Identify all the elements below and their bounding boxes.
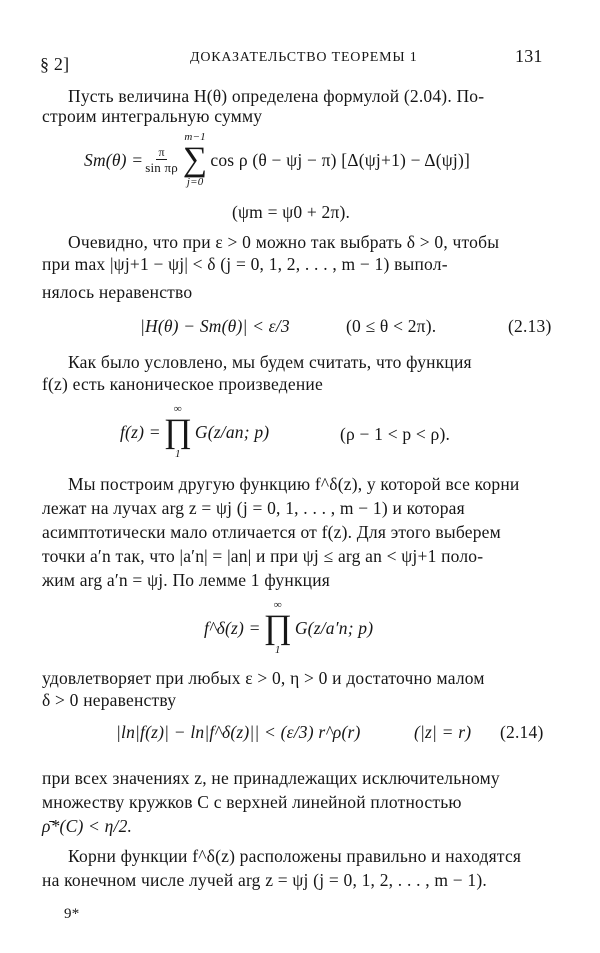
pi-product-icon: ∏ [263,609,292,646]
paragraph-4-line-5: жим arg a′n = ψj. По лемме 1 функция [42,570,331,590]
paragraph-2-line-2: при max |ψj+1 − ψj| < δ (j = 0, 1, 2, . . . , m − 1) выпол- [42,254,448,274]
modified-product-formula: f^δ(z) = ∞ ∏ 1 G(z/a′n; p) [204,599,374,656]
paragraph-4-line-1: Мы построим другую функцию f^δ(z), у которой все корни [68,474,520,494]
canonical-product-formula: f(z) = ∞ ∏ 1 G(z/an; p) [120,403,270,460]
section-marker: § 2] [40,54,70,74]
sum-fraction: $\frac{\pi}{\text{sin πρ}}$ [145,145,178,175]
equation-2-13: |H(θ) − Sm(θ)| < ε/3 [140,316,290,336]
paragraph-3-line-2: f(z) есть каноническое произведение [42,374,323,394]
sum-condition: (ψm = ψ0 + 2π). [232,202,351,222]
paragraph-4-line-2: лежат на лучах arg z = ψj (j = 0, 1, . . . , m − 1) и которая [42,498,465,518]
sigma-icon: ∑ [182,141,208,178]
equation-2-14-condition: (|z| = r) [414,722,472,742]
product-operator-2: ∞ ∏ 1 [263,599,292,656]
summation-operator: m−1 ∑ j=0 [182,131,208,188]
equation-2-14-label: (2.14) [500,722,544,742]
paragraph-1-line-2: строим интегральную сумму [42,106,263,126]
paragraph-5-line-1: удовлетворяет при любых ε > 0, η > 0 и достаточно малом [42,668,485,688]
pi-product-icon: ∏ [163,413,192,450]
paragraph-4-line-3: асимптотически мало отличается от f(z). Для этого выберем [42,522,501,542]
paragraph-6-line-1: при всех значениях z, не принадлежащих исключительному [42,768,500,788]
signature-mark: 9* [64,906,80,922]
equation-2-14: |ln|f(z)| − ln|f^δ(z)|| < (ε/3) r^ρ(r) [116,722,361,742]
paragraph-2-line-1: Очевидно, что при ε > 0 можно так выбрать δ > 0, чтобы [68,232,500,252]
paragraph-1-line-1: Пусть величина H(θ) определена формулой (2.04). По- [68,86,485,106]
paragraph-3-line-1: Как было условлено, мы будем считать, что функция [68,352,472,372]
product-operator: ∞ ∏ 1 [163,403,192,460]
equation-2-13-label: (2.13) [508,316,552,336]
product-condition: (ρ − 1 < p < ρ). [340,424,451,444]
paragraph-6-line-2: множеству кружков C с верхней линейной плотностью [42,792,462,812]
paragraph-5-line-2: δ > 0 неравенству [42,690,177,710]
equation-2-13-condition: (0 ≤ θ < 2π). [346,316,437,336]
page-number: 131 [515,46,543,66]
paragraph-6-line-3: ρ̄*(C) < η/2. [42,816,133,836]
paragraph-7-line-2: на конечном числе лучей arg z = ψj (j = 0, 1, 2, . . . , m − 1). [42,870,487,890]
running-title: ДОКАЗАТЕЛЬСТВО ТЕОРЕМЫ 1 [190,50,418,65]
paragraph-7-line-1: Корни функции f^δ(z) расположены правильно и находятся [68,846,522,866]
integral-sum-formula [84,132,470,188]
sum-lhs: Sm(θ) = [84,149,144,170]
sum-body: cos ρ (θ − ψj − π) [Δ(ψj+1) − Δ(ψj)] [210,149,471,170]
paragraph-2-line-3: нялось неравенство [42,282,193,302]
paragraph-4-line-4: точки a′n так, что |a′n| = |an| и при ψj ≤ arg an < ψj+1 поло- [42,546,484,566]
